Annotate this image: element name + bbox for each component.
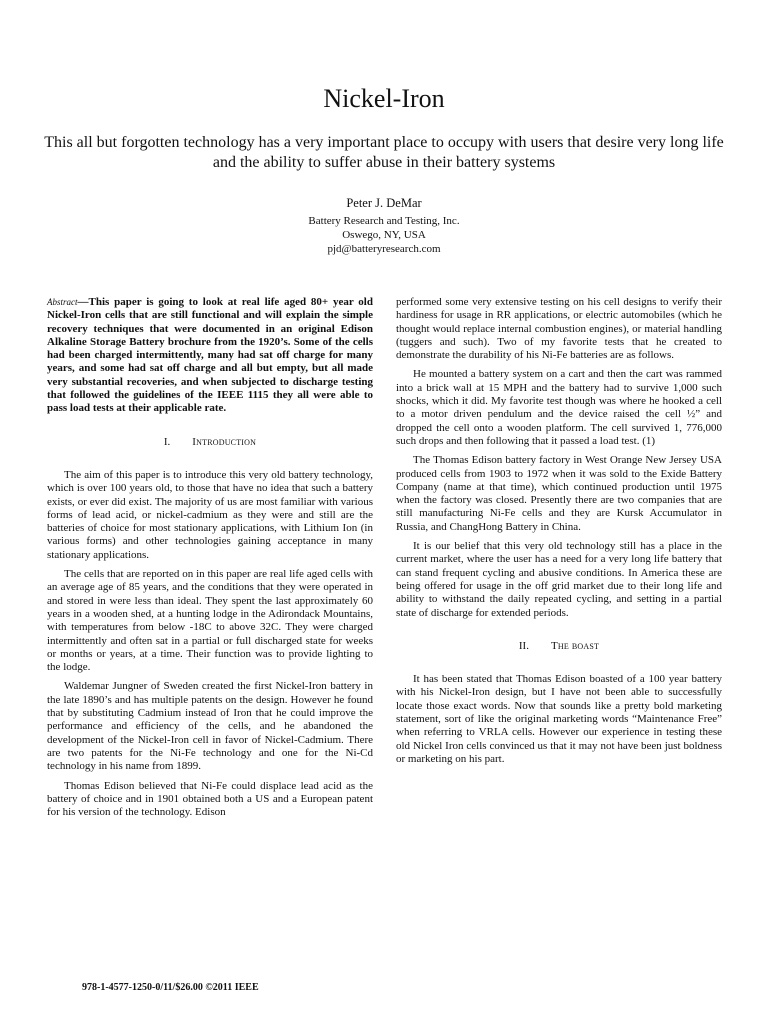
paper-title: Nickel-Iron	[323, 84, 445, 113]
section-heading-boast	[396, 640, 722, 653]
section-heading-introduction	[47, 436, 373, 449]
body-paragraph: Thomas Edison believed that Ni-Fe could displace lead acid as the battery of choice and in 1901 obtained both a US and a European patent for his version of the technology. Edison	[47, 779, 373, 819]
body-paragraph: The aim of this paper is to introduce this very old battery technology, which is over 100 years old, to those that have no idea that such a battery exists, or ever did exist. The majority of us are most familiar with various forms of lead acid, or nickel-cadmium as they were and still are the batteries of choice for most stationary applications, with Lithium Ion (in various forms) and other technologies gaining acceptance in many stationary applications.	[47, 468, 373, 561]
author-affiliation-block	[0, 214, 768, 256]
paper-subtitle: This all but forgotten technology has a very important place to occupy with users that desire very long life and the ability to suffer abuse in their battery systems	[44, 134, 724, 171]
body-paragraph: He mounted a battery system on a cart and then the cart was rammed into a brick wall at 15 MPH and the battery had to survive 1,000 such shocks, which it did. My favorite test though was where he hooked a cell to a motor driven pendulum and the device raised the cell ½” and dropped the cell onto a wooden platform. The cell survived 1, 776,000 such drops and then following that it passed a load test. (1)	[396, 368, 722, 447]
section-title: Introduction	[192, 435, 257, 448]
section-number: I.	[163, 435, 171, 448]
author-email: pjd@batteryresearch.com	[327, 243, 441, 255]
right-column	[396, 296, 722, 772]
body-paragraph: It is our belief that this very old technology still has a place in the current market, where the user has a need for a very long life battery that can stand frequent cycling and abusive conditions. In America these are being offered for usage in the off grid market due to their long life and ability to withstand the daily repeated cycling, and setting in a partial state of discharge for extended periods.	[396, 540, 722, 619]
author-affiliation: Battery Research and Testing, Inc.	[308, 215, 460, 227]
body-paragraph: Waldemar Jungner of Sweden created the first Nickel-Iron battery in the late 1890’s and has multiple patents on the design. However he found that by substituting Cadmium instead of Iron that he could improve the performance and efficiency of the cells, and he abandoned the development of the Nickel-Iron cell in favor of Nickel-Cadmium. There are two patents for the Ni-Fe technology and one for the Ni-Cd technology in his name from 1899.	[47, 680, 373, 773]
section-title: The boast	[550, 639, 600, 652]
author-name: Peter J. DeMar	[346, 196, 422, 210]
abstract-text: This paper is going to look at real life aged 80+ year old Nickel-Iron cells that are still functional and will explain the simple recovery techniques that were documented in an original Edison Alkaline Storage Battery brochure from the 1920’s. Some of the cells had been charged intermittently, many had sat off charge for many years, and some had sat off charge and all but empty, but all made very substantial recoveries, and when subjected to discharge testing that followed the guidelines of the IEEE 1115 they all were able to pass load tests at their applicable rate.	[47, 296, 373, 415]
body-paragraph: It has been stated that Thomas Edison boasted of a 100 year battery with his Nickel-Iron design, but I have not been able to successfully locate those exact words. Now that sounds like a pretty bold marketing statement, sort of like the original marketing words “Maintenance Free” when referring to VRLA cells. However our experience in testing these old Nickel Iron cells convinced us that it may not have been just boldness or marketing on his part.	[396, 673, 722, 765]
author-location: Oswego, NY, USA	[342, 229, 426, 241]
body-paragraph: performed some very extensive testing on his cell designs to verify their hardiness for usage in RR applications, or electric automobiles (which he thought would replace internal combustion engines), or material handling (tuggers and such). Two of my favorite tests that he created to demonstrate the durability of his Ni-Fe batteries are as follows.	[396, 296, 722, 362]
body-paragraph: The Thomas Edison battery factory in West Orange New Jersey USA produced cells from 1903 to 1972 when it was sold to the Exide Battery Company (name at that time), which continued production until 1975 when the factory was closed. Presently there are two companies that are still manufacturing Ni-Fe cells and they are Kursk Accumulator in Russia, and ChangHong Battery in China.	[396, 454, 722, 533]
abstract-dash: —	[77, 296, 89, 308]
body-paragraph: The cells that are reported on in this paper are real life aged cells with an average age of 85 years, and the conditions that they were operated in and stored in were less than ideal. They spent the last approximately 60 years in a wooden shed, at a hunting lodge in the Adirondack Mountains, with temperatures from below -18C to above 32C. They were charged intermittently and often sat in a partial or full discharged state for weeks or months or years, at a time. Their function was to provide lighting to the lodge.	[47, 568, 373, 674]
copyright-footer: 978-1-4577-1250-0/11/$26.00 ©2011 IEEE	[82, 982, 259, 993]
abstract-label: Abstract	[47, 297, 78, 307]
left-column	[47, 296, 373, 825]
section-number: II.	[518, 639, 529, 652]
abstract	[47, 296, 373, 416]
